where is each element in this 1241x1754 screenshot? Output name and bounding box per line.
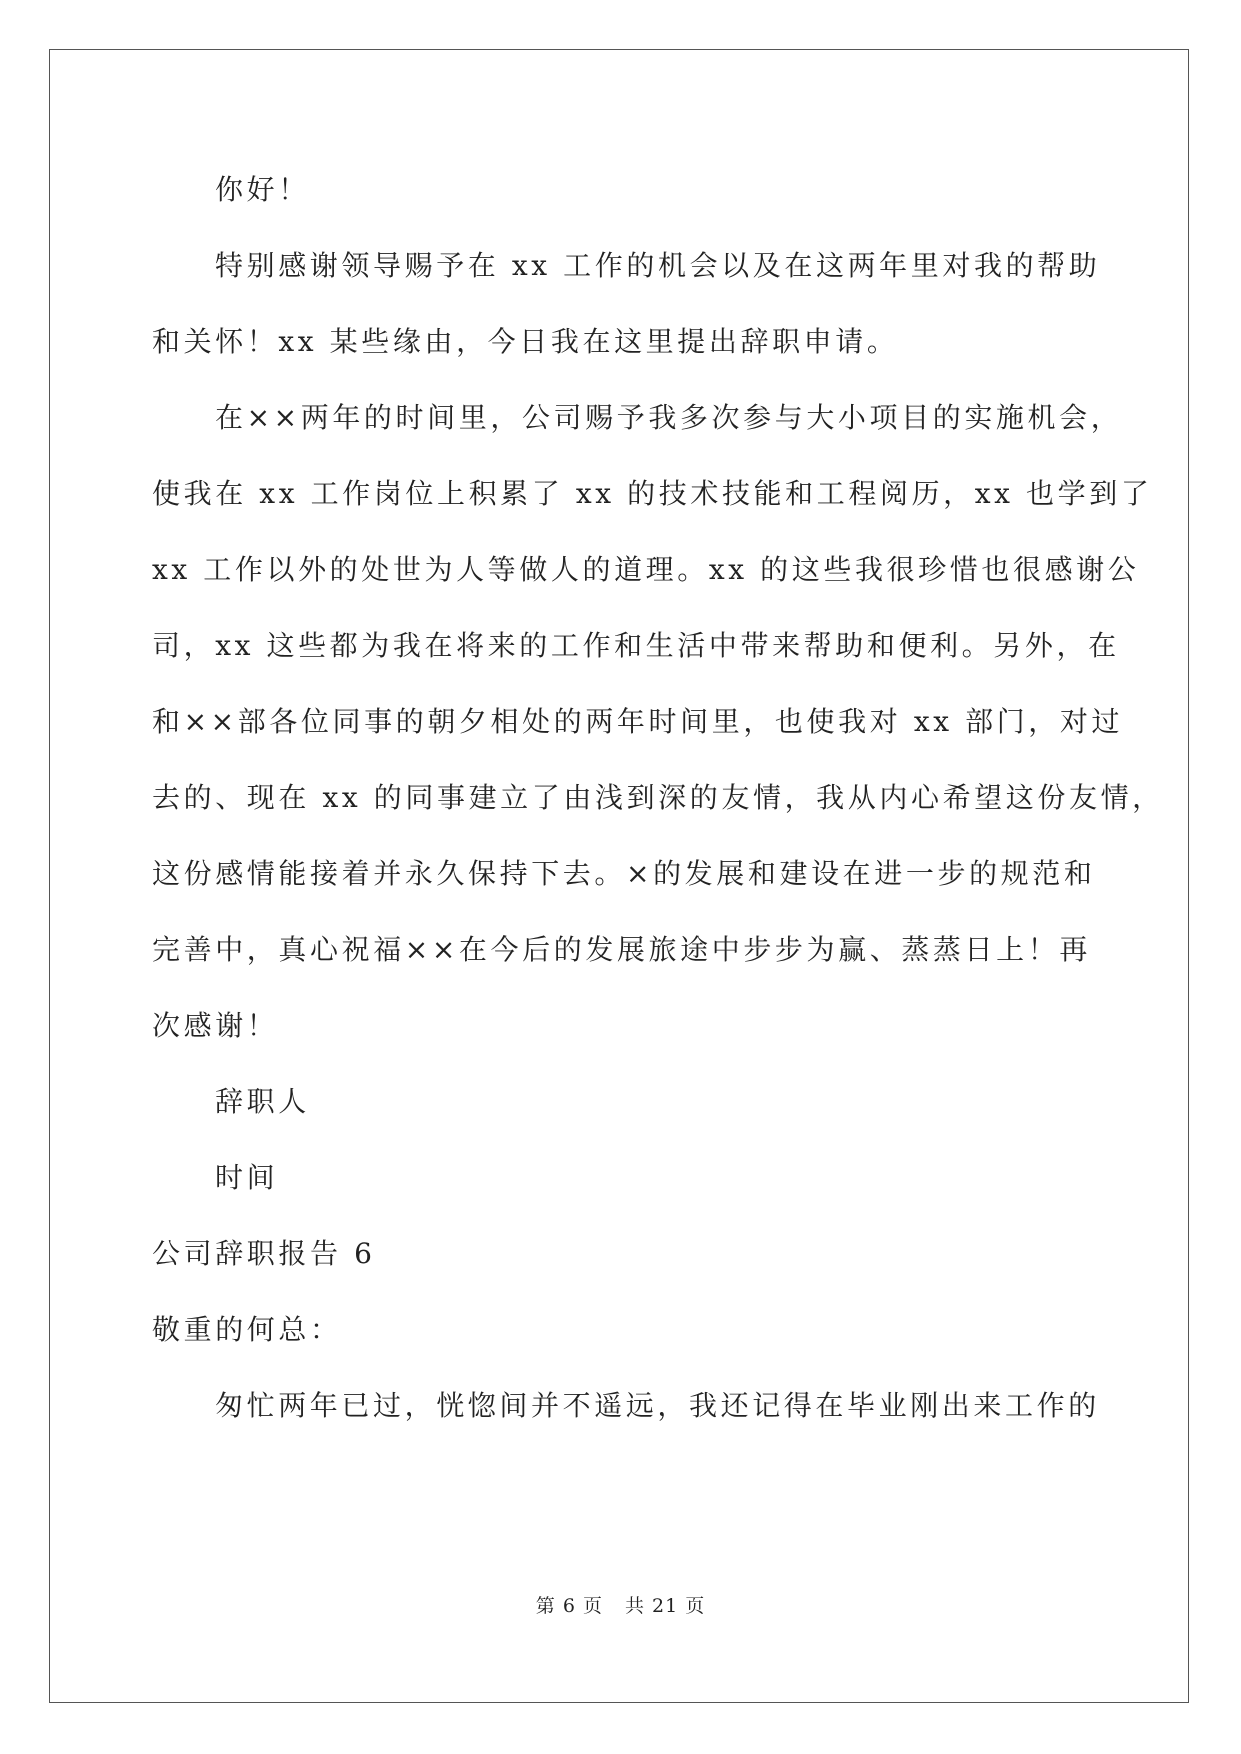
text-line: 匆忙两年已过，恍惚间并不遥远，我还记得在毕业刚出来工作的 xyxy=(215,1389,1100,1422)
text-line: 去的、现在 xx 的同事建立了由浅到深的友情，我从内心希望这份友情， xyxy=(152,781,1164,814)
page-footer xyxy=(0,1594,1241,1618)
text-line: 和关怀！xx 某些缘由，今日我在这里提出辞职申请。 xyxy=(152,325,899,358)
text-line: 这份感情能接着并永久保持下去。×的发展和建设在进一步的规范和 xyxy=(152,857,1096,890)
text-line: 特别感谢领导赐予在 xx 工作的机会以及在这两年里对我的帮助 xyxy=(215,249,1101,282)
text-line: xx 工作以外的处世为人等做人的道理。xx 的这些我很珍惜也很感谢公 xyxy=(152,553,1140,586)
text-line: 司，xx 这些都为我在将来的工作和生活中带来帮助和便利。另外，在 xyxy=(152,629,1120,662)
text-line: 时间 xyxy=(215,1161,279,1194)
text-line: 辞职人 xyxy=(215,1085,310,1118)
page-total: 共 21 页 xyxy=(624,1595,706,1617)
text-line: 和××部各位同事的朝夕相处的两年时间里，也使我对 xx 部门，对过 xyxy=(152,705,1124,738)
salutation: 敬重的何总： xyxy=(152,1313,342,1346)
page-number: 第 6 页 xyxy=(535,1595,603,1617)
text-line: 你好！ xyxy=(215,173,310,206)
section-heading: 公司辞职报告 6 xyxy=(152,1237,376,1270)
text-line: 使我在 xx 工作岗位上积累了 xx 的技术技能和工程阅历，xx 也学到了 xyxy=(152,477,1153,510)
text-line: 完善中，真心祝福××在今后的发展旅途中步步为赢、蒸蒸日上！再 xyxy=(152,933,1091,966)
text-line: 在××两年的时间里，公司赐予我多次参与大小项目的实施机会， xyxy=(215,401,1123,434)
text-line: 次感谢！ xyxy=(152,1009,279,1042)
